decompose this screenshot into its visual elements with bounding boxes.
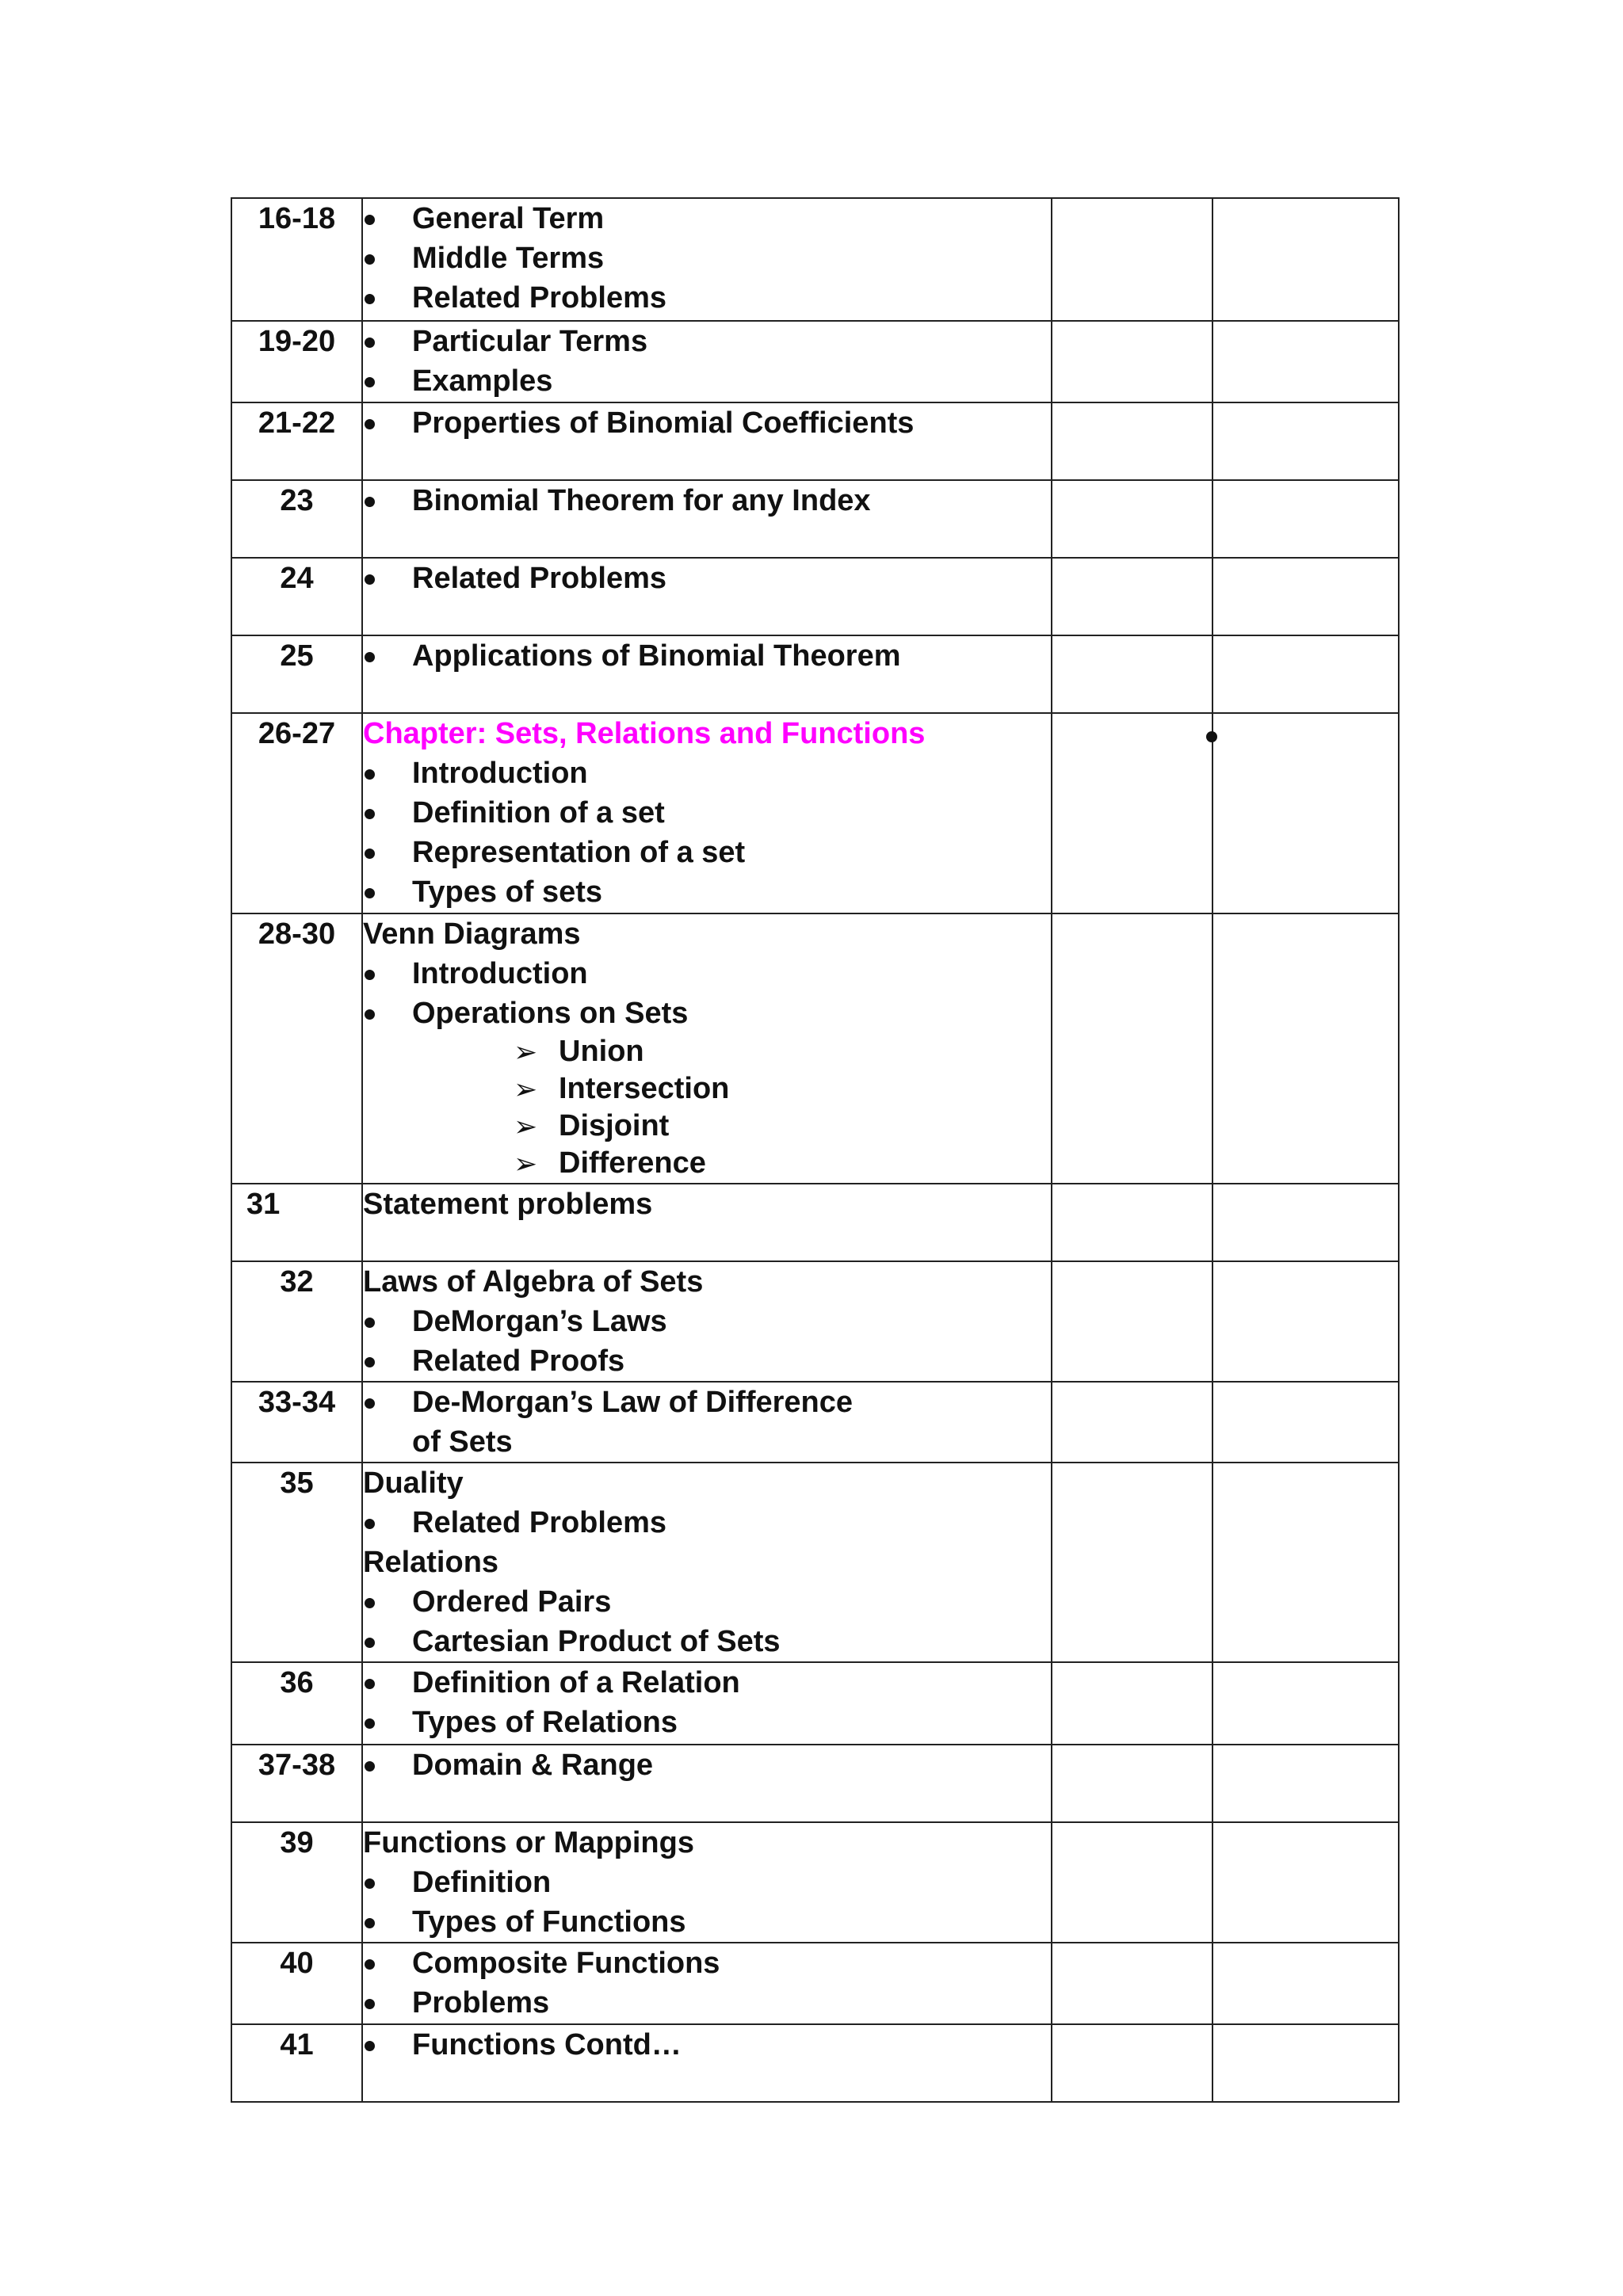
table-row (231, 402, 1399, 480)
day-cell: 33-34 (231, 1382, 362, 1463)
table-row (231, 1184, 1399, 1261)
topic-cell (362, 198, 1052, 321)
day-cell: 39 (231, 1822, 362, 1943)
sub-list-item: ➢ Disjoint (363, 1108, 1051, 1145)
empty-cell (1212, 1822, 1399, 1943)
list-item: Applications of Binomial Theorem (363, 636, 1051, 676)
sub-list-item: ➢ Union (363, 1033, 1051, 1070)
empty-cell (1212, 635, 1399, 713)
empty-cell (1212, 1382, 1399, 1463)
arrow-bullet-icon: ➢ (514, 1073, 538, 1105)
table-row (231, 713, 1399, 913)
list-item: Ordered Pairs (363, 1582, 1051, 1622)
empty-cell (1212, 1943, 1399, 2024)
day-cell: 19-20 (231, 321, 362, 402)
list-item: Definition of a set (363, 793, 1051, 833)
topic-cell (362, 1261, 1052, 1382)
table-row (231, 198, 1399, 321)
empty-cell (1052, 1382, 1212, 1463)
list-item: Composite Functions (363, 1943, 1051, 1983)
day-cell: 26-27 (231, 713, 362, 913)
chapter-title: Chapter: Sets, Relations and Functions (363, 717, 926, 750)
empty-cell (1052, 1662, 1212, 1745)
empty-cell (1212, 480, 1399, 558)
topic-cell (362, 1463, 1052, 1662)
topic-cell (362, 913, 1052, 1184)
table-row (231, 1261, 1399, 1382)
list-item: Related Problems (363, 1503, 1051, 1543)
sub-list-item: ➢ Intersection (363, 1070, 1051, 1108)
day-cell: 31 (231, 1184, 362, 1261)
list-item: Related Problems (363, 559, 1051, 598)
empty-cell (1052, 713, 1212, 913)
table-row (231, 558, 1399, 635)
day-cell: 41 (231, 2024, 362, 2102)
topic-cell (362, 1662, 1052, 1745)
empty-cell (1052, 1745, 1212, 1822)
table-row (231, 2024, 1399, 2102)
table-row (231, 1745, 1399, 1822)
topic-cell (362, 1382, 1052, 1463)
topic-cell (362, 1745, 1052, 1822)
empty-cell (1052, 1463, 1212, 1662)
list-item: Functions Contd… (363, 2025, 1051, 2065)
empty-cell (1052, 1261, 1212, 1382)
list-item: Binomial Theorem for any Index (363, 481, 1051, 521)
topic-cell (362, 1822, 1052, 1943)
sub-list-item: ➢ Difference (363, 1145, 1051, 1182)
list-item: Problems (363, 1983, 1051, 2023)
table-row (231, 1463, 1399, 1662)
empty-cell (1052, 1822, 1212, 1943)
topic-cell (362, 635, 1052, 713)
list-item: Cartesian Product of Sets (363, 1622, 1051, 1661)
section-heading: Functions or Mappings (363, 1826, 694, 1859)
section-heading: Statement problems (363, 1188, 653, 1221)
topic-cell (362, 1943, 1052, 2024)
day-cell: 36 (231, 1662, 362, 1745)
empty-cell (1212, 1662, 1399, 1745)
list-item: Related Proofs (363, 1341, 1051, 1381)
list-item: Definition of a Relation (363, 1663, 1051, 1703)
topic-cell (362, 1184, 1052, 1261)
table-row (231, 635, 1399, 713)
section-heading: Relations (363, 1546, 499, 1579)
day-cell: 24 (231, 558, 362, 635)
topic-cell (362, 2024, 1052, 2102)
list-item: Related Problems (363, 278, 1051, 318)
table-row (231, 1943, 1399, 2024)
section-heading: Laws of Algebra of Sets (363, 1265, 704, 1299)
arrow-bullet-icon: ➢ (514, 1110, 538, 1142)
topic-cell (362, 713, 1052, 913)
list-item: Types of Functions (363, 1902, 1051, 1942)
empty-cell (1052, 558, 1212, 635)
list-item: Operations on Sets (363, 994, 1051, 1033)
empty-cell (1212, 713, 1399, 913)
empty-cell (1052, 2024, 1212, 2102)
list-item: DeMorgan’s Laws (363, 1302, 1051, 1341)
table-row (231, 321, 1399, 402)
topic-cell (362, 321, 1052, 402)
list-item: De-Morgan’s Law of Difference of Sets (363, 1383, 856, 1462)
list-item: Examples (363, 361, 1051, 401)
arrow-bullet-icon: ➢ (514, 1147, 538, 1180)
empty-cell (1212, 1261, 1399, 1382)
section-heading: Venn Diagrams (363, 917, 581, 951)
topic-cell (362, 480, 1052, 558)
day-cell: 37-38 (231, 1745, 362, 1822)
arrow-bullet-icon: ➢ (514, 1035, 538, 1068)
list-item: Types of sets (363, 872, 1051, 912)
day-cell: 21-22 (231, 402, 362, 480)
list-item: Properties of Binomial Coefficients (363, 403, 1051, 443)
table-row (231, 1382, 1399, 1463)
list-item: Representation of a set (363, 833, 1051, 872)
empty-cell (1212, 321, 1399, 402)
day-cell: 25 (231, 635, 362, 713)
list-item: Introduction (363, 753, 1051, 793)
list-item: General Term (363, 199, 1051, 238)
list-item: Types of Relations (363, 1703, 1051, 1742)
empty-cell (1212, 2024, 1399, 2102)
empty-cell (1052, 1943, 1212, 2024)
empty-cell (1212, 913, 1399, 1184)
day-cell: 16-18 (231, 198, 362, 321)
topic-cell (362, 558, 1052, 635)
day-cell: 28-30 (231, 913, 362, 1184)
list-item: Middle Terms (363, 238, 1051, 278)
empty-cell (1052, 321, 1212, 402)
list-item: Definition (363, 1863, 1051, 1902)
empty-cell (1052, 635, 1212, 713)
syllabus-table (231, 197, 1400, 2103)
list-item: Domain & Range (363, 1745, 1051, 1785)
section-heading: Duality (363, 1466, 464, 1500)
empty-cell (1052, 913, 1212, 1184)
day-cell: 32 (231, 1261, 362, 1382)
empty-cell (1052, 480, 1212, 558)
empty-cell (1212, 1184, 1399, 1261)
table-row (231, 913, 1399, 1184)
topic-cell (362, 402, 1052, 480)
empty-cell (1212, 1745, 1399, 1822)
empty-cell (1212, 198, 1399, 321)
empty-cell (1052, 198, 1212, 321)
day-cell: 23 (231, 480, 362, 558)
table-row (231, 1662, 1399, 1745)
day-cell: 40 (231, 1943, 362, 2024)
table-row (231, 480, 1399, 558)
table-row (231, 1822, 1399, 1943)
day-cell: 35 (231, 1463, 362, 1662)
list-item: Introduction (363, 954, 1051, 994)
list-item: Particular Terms (363, 322, 1051, 361)
empty-cell (1212, 1463, 1399, 1662)
empty-cell (1052, 1184, 1212, 1261)
empty-cell (1052, 402, 1212, 480)
empty-cell (1212, 558, 1399, 635)
empty-cell (1212, 402, 1399, 480)
